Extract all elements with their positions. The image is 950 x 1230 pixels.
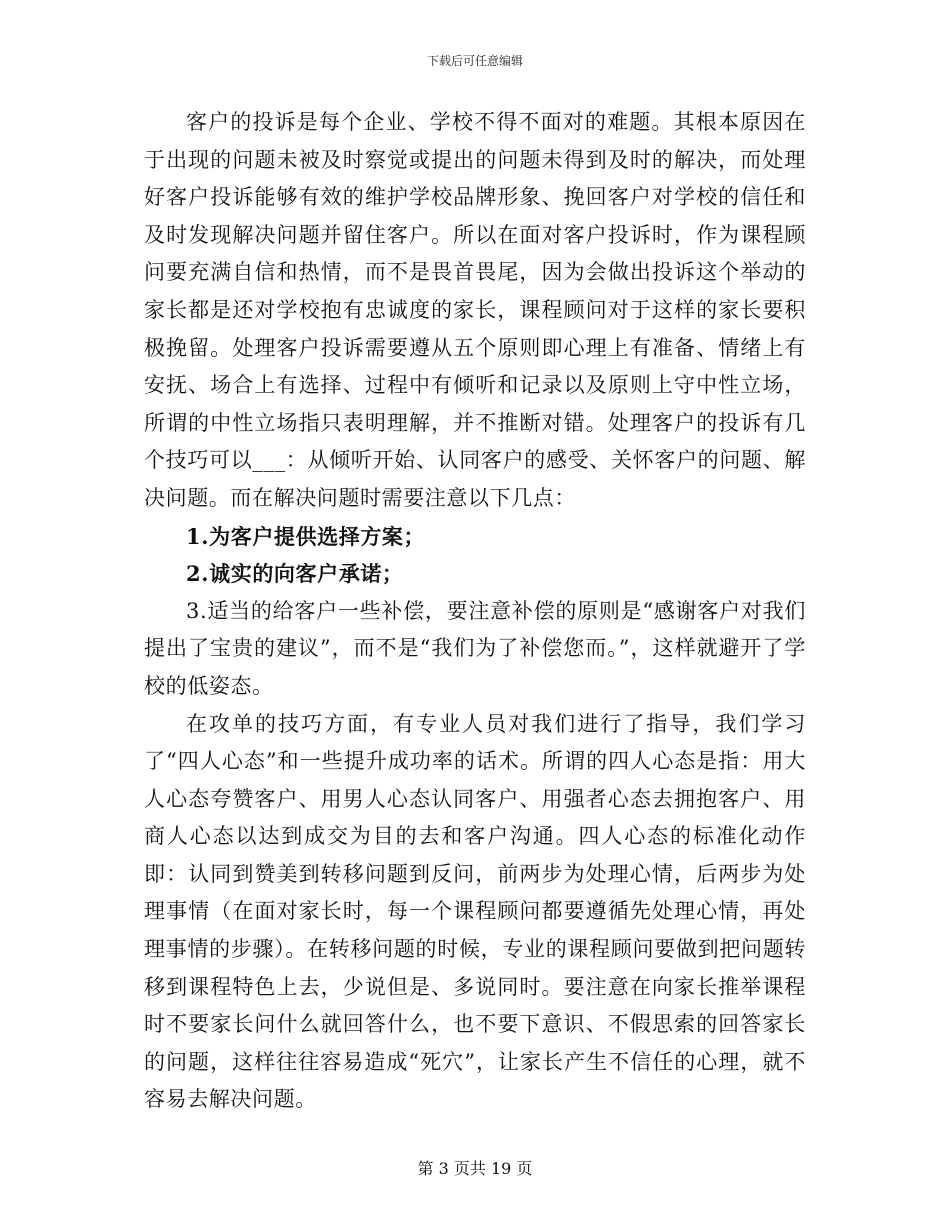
list-item-2: 2.诚实的向客户承诺； (186, 561, 404, 587)
paragraph-complaints: 客户的投诉是每个企业、学校不得不面对的难题。其根本原因在于出现的问题未被及时察觉或提出的问题未得到及时的解决，而处理好客户投诉能够有效的维护学校品牌形象、挽回客户对学校的信任和及时发现解决问题并留住客户。所以在面对客户投诉时，作为课程顾问要充满自信和热情，而不是畏首畏尾，因为会做出投诉这个举动的家长都是还对学校抱有忠诚度的家长，课程顾问对于这样的家长要积极挽留。处理客户投诉需要遵从五个原则即心理上有准备、情绪上有安抚、场合上有选择、过程中有倾听和记录以及原则上守中性立场，所谓的中性立场指只表明理解，并不推断对错。处理客户的投诉有几个技巧可以___：从倾听开始、认同客户的感受、关怀客户的问题、解决问题。而在解决问题时需要注意以下几点： (144, 110, 806, 510)
document-body (144, 104, 806, 1119)
list-item-3: 3.适当的给客户一些补偿，要注意补偿的原则是“感谢客户对我们提出了宝贵的建议”，而不是“我们为了补偿您而。”，这样就避开了学校的低姿态。 (144, 598, 806, 698)
paragraph-closing-skills: 在攻单的技巧方面，有专业人员对我们进行了指导，我们学习了“四人心态”和一些提升成功率的话术。所谓的四人心态是指：用大人心态夸赞客户、用男人心态认同客户、用强者心态去拥抱客户、用商人心态以达到成交为目的去和客户沟通。四人心态的标准化动作即：认同到赞美到转移问题到反问，前两步为处理心情，后两步为处理事情（在面对家长时，每一个课程顾问都要遵循先处理心情，再处理事情的步骤）。在转移问题的时候，专业的课程顾问要做到把问题转移到课程特色上去，少说但是、多说同时。要注意在向家长推举课程时不要家长问什么就回答什么，也不要下意识、不假思索的回答家长的问题，这样往往容易造成“死穴”，让家长产生不信任的心理，就不容易去解决问题。 (144, 711, 806, 1112)
list-item-1: 1.为客户提供选择方案； (186, 523, 426, 549)
page-number: 第 3 页共 19 页 (417, 1159, 533, 1178)
page-header: 下载后可任意编辑 (426, 54, 523, 68)
